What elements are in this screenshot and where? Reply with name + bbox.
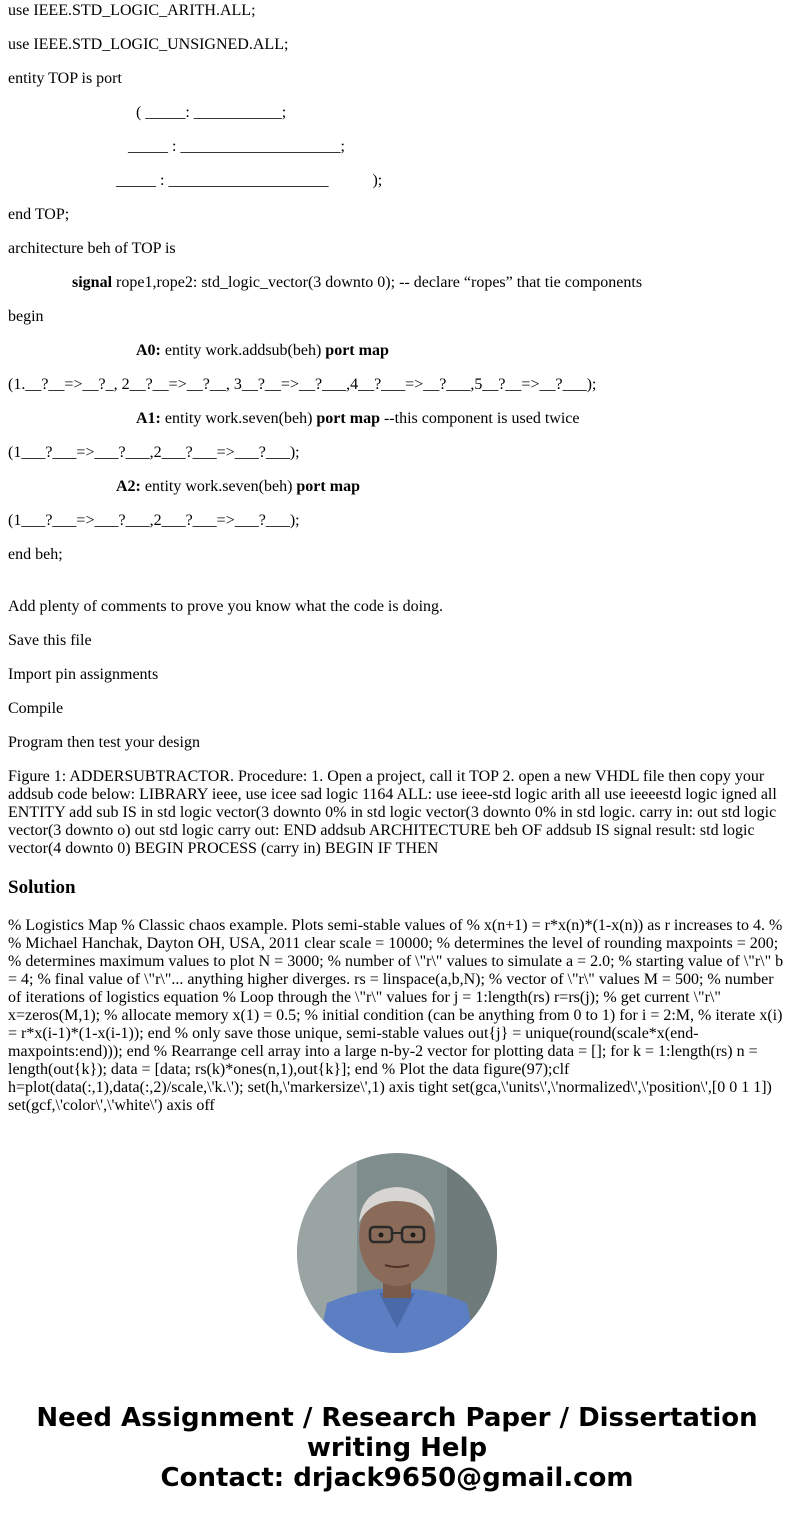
a1-comment: --this component is used twice [379,410,580,427]
code-port-line-3: _____ : ____________________ ); [116,172,383,189]
code-use-arith: use IEEE.STD_LOGIC_ARITH.ALL; [8,2,256,19]
code-a2-port-map: (1___?___=>___?___,2___?___=>___?___); [8,512,300,529]
banner-line-1: Need Assignment / Research Paper / Dissertation [36,1403,758,1433]
banner-contact-email[interactable]: Contact: drjack9650@gmail.com [160,1463,634,1493]
author-avatar [297,1153,497,1353]
code-port-line-2: _____ : ____________________; [128,138,345,155]
solution-body: % Logistics Map % Classic chaos example. Plots semi-stable values of % x(n+1) = r*x(n)*(1-x(n)) as r increases to 4. % % Michael Hanchak, Dayton OH, USA, 2011 clear scale = 10000; % determines the level of rounding maxpoints = 200; % determines maximum values to plot N = 3000; % number of \"r\" values to simulate a = 2.0; % starting value of \"r\" b = 4; % final value of \"r\"... anything higher diverges. rs = linspace(a,b,N); % vector of \"r\" values M = 500; % number of iterations of logistics equation % Loop through the \"r\" values for j = 1:length(rs) r=rs(j); % get current \"r\" x=zeros(M,1); % allocate memory x(1) = 0.5; % initial condition (can be anything from 0 to 1) for i = 2:M, % iterate x(i) = r*x(i-1)*(1-x(i-1)); end % only save those unique, semi-stable values out{j} = unique(round(scale*x(end-maxpoints:end))); end % Rearrange cell array into a large n-by-2 vector for plotting data = []; for k = 1:length(rs) n = length(out{k}); data = [data; rs(k)*ones(n,1),out{k}]; end % Plot the data figure(97);clf h=plot(data(:,1),data(:,2)/scale,\'k.\'); set(h,\'markersize\',1) axis tight set(gca,\'units\',\'normalized\',\'position\',[0 0 1 1]) set(gcf,\'color\',\'white\') axis off [8,917,784,1114]
signal-declaration: rope1,rope2: std_logic_vector(3 downto 0); -- declare “ropes” that tie components [112,274,643,291]
a0-entity: entity work.addsub(beh) [160,342,326,359]
code-signal-line [72,274,642,292]
banner-line-2: writing Help [306,1433,488,1463]
code-end-top: end TOP; [8,206,70,223]
code-a0-port-map: (1.__?__=>__?_, 2__?__=>__?__, 3__?__=>__?___,4__?___=>__?___,5__?__=>__?___); [8,376,597,393]
code-architecture-line: architecture beh of TOP is [8,240,176,257]
code-port-line-1: ( _____: ___________; [136,104,287,121]
code-a2-instance [116,478,360,496]
figure-caption: Figure 1: ADDERSUBTRACTOR. Procedure: 1. Open a project, call it TOP 2. open a new VHDL file then copy your addsub code below: LIBRARY ieee, use icee sad logic 1164 ALL: use ieee-std logic arith all use ieeeestd logic igned all ENTITY add sub IS in std logic vector(3 downto 0% in std logic vector(3 downto 0% in std logic. carry in: out std logic vector(3 downto o) out std logic carry out: END addsub ARCHITECTURE beh OF addsub IS signal result: std logic vector(4 downto 0) BEGIN PROCESS (carry in) BEGIN IF THEN [8,768,777,857]
a1-port-map-keyword: port map [316,410,380,427]
a1-entity: entity work.seven(beh) [160,410,317,427]
code-entity-line: entity TOP is port [8,70,122,87]
solution-heading: Solution [8,877,76,898]
instruction-item: Compile [8,700,64,717]
signal-keyword: signal [72,274,113,291]
instruction-item: Add plenty of comments to prove you know what the code is doing. [8,598,444,615]
code-a1-instance [136,410,579,428]
code-a1-port-map: (1___?___=>___?___,2___?___=>___?___); [8,444,300,461]
a2-port-map-keyword: port map [296,478,360,495]
code-begin: begin [8,308,44,325]
a2-label: A2: [116,478,141,495]
a0-label: A0: [136,342,161,359]
person-portrait-icon [297,1153,497,1353]
instruction-item: Program then test your design [8,734,200,751]
code-end-beh: end beh; [8,546,63,563]
instruction-item: Import pin assignments [8,666,159,683]
code-use-unsigned: use IEEE.STD_LOGIC_UNSIGNED.ALL; [8,36,289,53]
a0-port-map-keyword: port map [325,342,389,359]
contact-banner [0,1403,794,1493]
instruction-item: Save this file [8,632,92,649]
code-a0-instance [136,342,389,360]
a1-label: A1: [136,410,161,427]
a2-entity: entity work.seven(beh) [140,478,297,495]
